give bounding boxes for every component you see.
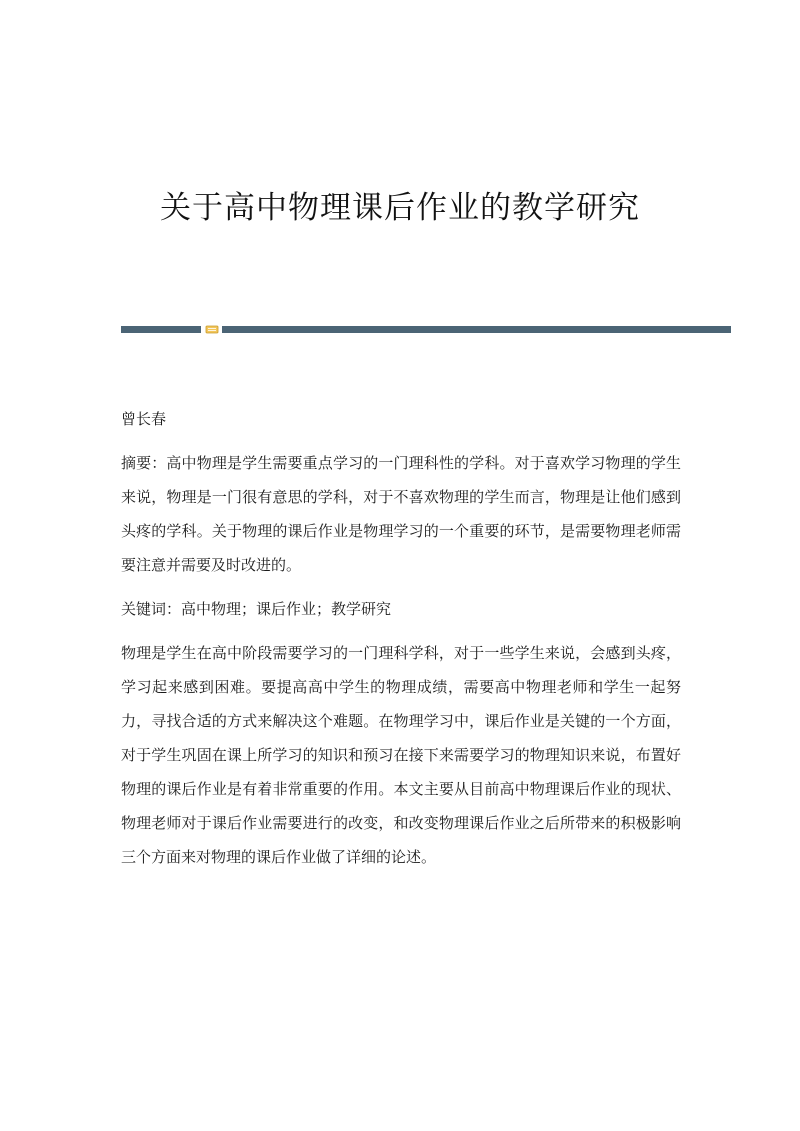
body-paragraph: 物理是学生在高中阶段需要学习的一门理科学科，对于一些学生来说，会感到头疼，学习起来感到困难。要提高高中学生的物理成绩，需要高中物理老师和学生一起努力，寻找合适的方式来解决这个难题。在物理学习中，课后作业是关键的一个方面，对于学生巩固在课上所学习的知识和预习在接下来需要学习的物理知识来说，布置好物理的课后作业是有着非常重要的作用。本文主要从目前高中物理课后作业的现状、物理老师对于课后作业需要进行的改变，和改变物理课后作业之后所带来的积极影响三个方面来对物理的课后作业做了详细的论述。 bbox=[121, 644, 681, 866]
divider-bar-right bbox=[222, 326, 731, 333]
keywords-paragraph: 关键词：高中物理；课后作业；教学研究 bbox=[121, 600, 392, 618]
title-divider bbox=[121, 320, 731, 340]
pencil-icon bbox=[205, 322, 219, 336]
document-body bbox=[121, 402, 681, 884]
abstract-paragraph: 摘要：高中物理是学生需要重点学习的一门理科性的学科。对于喜欢学习物理的学生来说，物理是一门很有意思的学科，对于不喜欢物理的学生而言，物理是让他们感到头疼的学科。关于物理的课后作业是物理学习的一个重要的环节，是需要物理老师需要注意并需要及时改进的。 bbox=[121, 454, 681, 574]
author-name: 曾长春 bbox=[121, 410, 167, 428]
document-title: 关于高中物理课后作业的教学研究 bbox=[160, 190, 640, 226]
divider-bar-left bbox=[121, 326, 201, 333]
